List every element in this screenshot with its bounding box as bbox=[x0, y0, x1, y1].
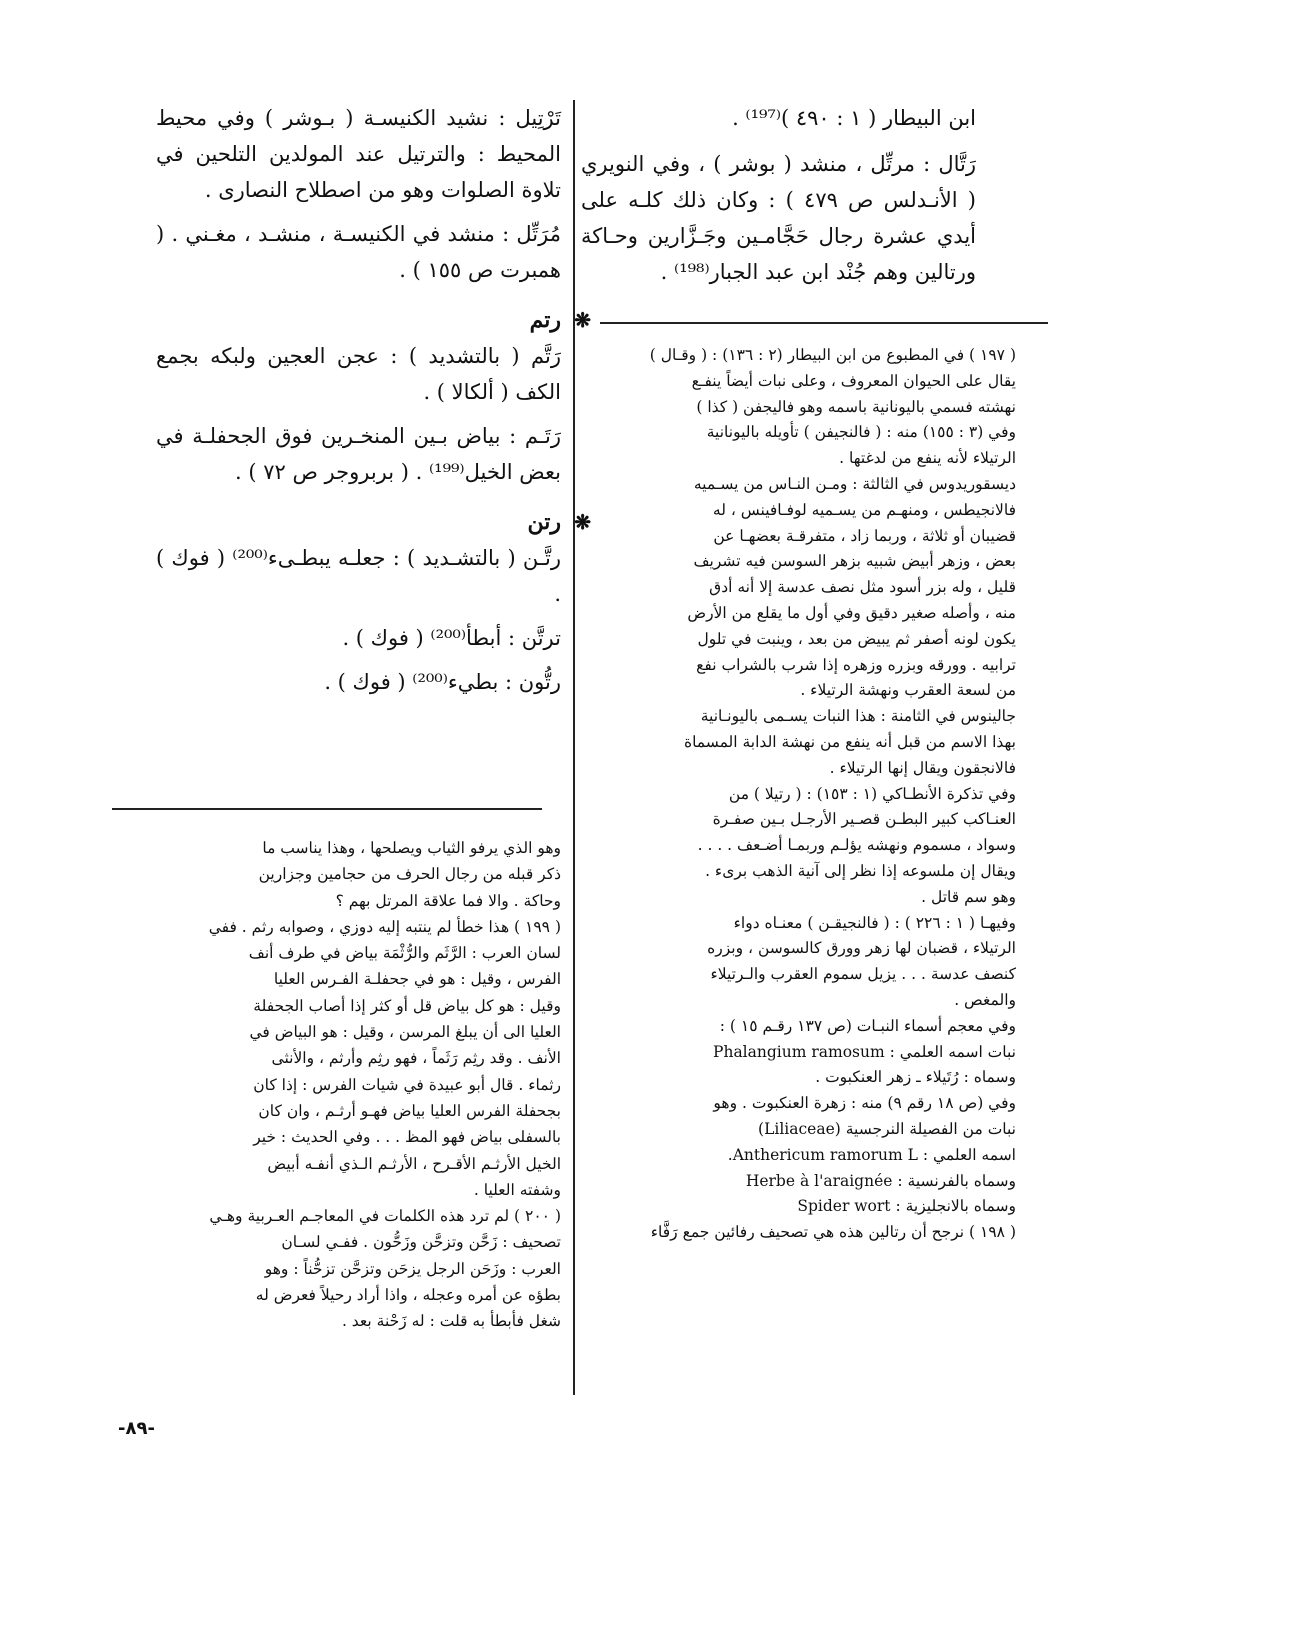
footnote-line: بالسفلى بياض فهو المظ . . . وفي الحديث : خير bbox=[253, 1128, 561, 1147]
footnote-line: ترابيه . وورقه وبزره وزهره إذا شرب بالشراب نفع bbox=[696, 655, 1016, 674]
paragraph: رَتَـم : بياض بـين المنخـرين فوق الجحفلـة في بعض الخيل⁽¹⁹⁹⁾ . ( بربروجر ص ٧٢ ) . bbox=[156, 424, 561, 484]
footnote-line: العليا الى أن يبلغ المرسن ، وقيل : هو البياض في bbox=[249, 1023, 561, 1042]
footnote-line: وهو الذي يرفو الثياب ويصلحها ، وهذا يناسب ما bbox=[262, 839, 561, 857]
paragraph: ترتَّن : أبطأ⁽²⁰⁰⁾ ( فوك ) . bbox=[342, 626, 561, 650]
footnote-line: وسواد ، مسموم ونهشه يؤلـم وربمـا أضـعف . . . . bbox=[697, 836, 1016, 855]
footnote-rule-left bbox=[112, 808, 542, 810]
footnote-line: وحاكة . والا فما علاقة المرتل بهم ؟ bbox=[335, 891, 561, 910]
paragraph: رَتَّال : مرتِّل ، منشد ( بوشر ) ، وفي النويري ( الأنـدلس ص ٤٧٩ ) : وكان ذلك كلـه على أيدي عشرة رجال حَجَّامـين وجَـزَّارين وحـاكة ورتالين وهم جُنْد ابن عبد الجبار⁽¹⁹⁸⁾ . bbox=[581, 152, 976, 284]
footnote-line: يقال على الحيوان المعروف ، وعلى نبات أيضاً ينفـع bbox=[691, 371, 1016, 390]
footnote-line: جالينوس في الثامنة : هذا النبات يسـمى باليونـانية bbox=[700, 707, 1016, 726]
footnote-line: الرتيلاء لأنه ينفع من لدغتها . bbox=[839, 449, 1016, 468]
footnote-line: تصحيف : زَحَّن وتزحَّن وزَحُّون . ففـي لسـان bbox=[281, 1233, 561, 1252]
footnote-line: اسمه العلمي : Anthericum ramorum L. bbox=[727, 1145, 1016, 1164]
paragraph: رتَّـن ( بالتشـديد ) : جعلـه يبطـىء⁽²⁰⁰⁾ ( فوك ) . bbox=[156, 546, 562, 606]
footnote-line: شغل فأبطأ به قلت : له زَحْنة بعد . bbox=[341, 1312, 561, 1331]
footnote-line: يكون لونه أصفر ثم يبيض من بعد ، وينبت في تلول bbox=[697, 629, 1016, 648]
paragraph: ابن البيطار ( ١ : ٤٩٠ )⁽¹⁹⁷⁾ . bbox=[732, 106, 976, 130]
footnote-line: الرتيلاء ، قضبان لها زهر وورق كالسوسن ، وبزره bbox=[707, 939, 1016, 958]
footnote-line: بعض ، وزهر أبيض شبيه بزهر السوسن فيه تشريف bbox=[693, 552, 1016, 571]
footnote-line: وفيهـا ( ١ : ٢٢٦ ) : ( فالنجيقـن ) معنـاه دواء bbox=[733, 913, 1016, 932]
footnote-line: الفرس ، وقيل : هو في جحفلـة الفـرس العليا bbox=[273, 970, 561, 989]
entry-heading-label: رتم bbox=[529, 307, 561, 333]
footnote-line: وسماه بالفرنسية : Herbe à l'araignée bbox=[745, 1171, 1016, 1190]
column-divider bbox=[573, 100, 575, 1395]
footnote-line: منه ، وأصله صغير دقيق وفي أول ما يقلع من الأرض bbox=[687, 603, 1016, 622]
footnote-line: ذكر قبله من رجال الحرف من حجامين وجزارين bbox=[258, 865, 561, 884]
footnote-line: وفي معجم أسماء النبـات (ص ١٣٧ رقـم ١٥ ) : bbox=[719, 1016, 1016, 1035]
footnote-line: وهو سم قاتل . bbox=[921, 887, 1016, 906]
footnote-line: ويقال إن ملسوعه إذا نظر إلى آنية الذهب برىء . bbox=[705, 861, 1016, 880]
footnote-line: ( ١٩٧ ) في المطبوع من ابن البيطار (٢ : ١٣٦) : ( وقـال ) bbox=[649, 346, 1016, 364]
footnote-line: بجحفلة الفرس العليا بياض فهـو أرثـم ، وان كان bbox=[258, 1101, 561, 1120]
right-column-body bbox=[581, 100, 976, 300]
footnote-line: العرب : وزَحَن الرجل يزحَن وتزحَّن تزحُّناً : وهو bbox=[264, 1259, 561, 1278]
footnote-line: الأنف . وقد رثِم رَثَماً ، فهو رثِم وأرثم ، والأنثى bbox=[271, 1049, 561, 1068]
footnote-line: فالانجقون ويقال إنها الرتيلاء . bbox=[829, 758, 1016, 777]
paragraph: رتُّون : بطيء⁽²⁰⁰⁾ ( فوك ) . bbox=[324, 670, 561, 694]
entry-heading-label: رتن bbox=[527, 509, 561, 535]
right-column-footnotes bbox=[581, 343, 1016, 1246]
footnote-line: وسماه : رُتَيلاء ـ زهر العنكبوت . bbox=[815, 1068, 1016, 1087]
footnote-line: من لسعة العقرب ونهشة الرتيلاء . bbox=[800, 681, 1016, 700]
footnote-line: نبات من الفصيلة النرجسية (Liliaceae) bbox=[758, 1119, 1016, 1138]
page-number: -٨٩- bbox=[118, 1418, 155, 1439]
footnote-line: نهشته فسمي باليونانية باسمه وهو فاليجفن ( كذا ) bbox=[696, 397, 1016, 416]
footnote-line: وفي تذكرة الأنطـاكي (١ : ١٥٣) : ( رتيلا ) من bbox=[728, 784, 1016, 803]
footnote-line: بطؤه عن أمره وعجله ، واذا أراد رحيلاً فعرض له bbox=[255, 1286, 561, 1305]
footnote-line: ديسقوريدوس في الثالثة : ومـن النـاس من يسـميه bbox=[693, 474, 1016, 493]
footnote-line: ( ٢٠٠ ) لم ترد هذه الكلمات في المعاجـم العـربية وهـي bbox=[209, 1207, 561, 1226]
footnote-line: قضيبان أو ثلاثة ، وربما زاد ، متفرقـة بعضهـا عن bbox=[713, 526, 1016, 545]
asterisk-ornament-icon: ❋ bbox=[574, 510, 591, 534]
entry-heading bbox=[156, 302, 591, 338]
paragraph: مُرَتِّل : منشد في الكنيسـة ، منشـد ، مغـني . ( همبرت ص ١٥٥ ) . bbox=[156, 222, 561, 282]
left-column-footnotes bbox=[131, 835, 561, 1335]
footnote-line: وفي (٣ : ١٥٥) منه : ( فالنجيفن ) تأويله باليونانية bbox=[706, 423, 1016, 442]
footnote-line: فالانجيطس ، ومنهـم من يسـميه لوفـافينس ، له bbox=[712, 500, 1016, 519]
entry-heading bbox=[156, 504, 591, 540]
footnote-line: العنـاكب كبير البطـن قصـير الأرجـل بـين صفـرة bbox=[712, 810, 1016, 829]
asterisk-ornament-icon: ❋ bbox=[574, 308, 591, 332]
footnote-line: ( ١٩٨ ) نرجح أن رتالين هذه هي تصحيف رفائين جمع رَفَّاء bbox=[650, 1223, 1016, 1242]
left-column-body bbox=[156, 100, 591, 708]
paragraph: تَرْتِيل : نشيد الكنيسـة ( بـوشر ) وفي محيط المحيط : والترتيل عند المولدين التلحين في تلاوة الصلوات وهو من اصطلاح النصارى . bbox=[156, 106, 561, 202]
footnote-line: وسماه بالانجليزية : Spider wort bbox=[797, 1197, 1016, 1216]
footnote-line: كنصف عدسة . . . يزيل سموم العقرب والـرتيلاء bbox=[710, 965, 1016, 984]
footnote-line: لسان العرب : الرَّثَم والرُّثْمَة بياض في طرف أنف bbox=[248, 944, 561, 963]
paragraph: رَتَّم ( بالتشديد ) : عجن العجين ولبكه بجمع الكف ( ألكالا ) . bbox=[156, 344, 561, 404]
footnote-rule-right bbox=[600, 322, 1048, 324]
footnote-line: قليل ، وله بزر أسود مثل نصف عدسة إلا أنه أدق bbox=[709, 578, 1016, 597]
footnote-line: والمغص . bbox=[954, 990, 1016, 1009]
footnote-line: نبات اسمه العلمي : Phalangium ramosum bbox=[713, 1042, 1016, 1061]
footnote-line: الخيل الأرثـم الأقـرح ، الأرثـم الـذي أنفـه أبيض bbox=[267, 1154, 561, 1173]
footnote-line: وفي (ص ١٨ رقم ٩) منه : زهرة العنكبوت . وهو bbox=[713, 1094, 1016, 1113]
footnote-line: ( ١٩٩ ) هذا خطأ لم ينتبه إليه دوزي ، وصوابه رثم . ففي bbox=[208, 917, 561, 936]
footnote-line: بهذا الاسم من قبل أنه ينفع من نهشة الدابة المسماة bbox=[683, 732, 1016, 751]
footnote-line: وقيل : هو كل بياض قل أو كثر إذا أصاب الجحفلة bbox=[253, 996, 561, 1015]
footnote-line: رثماء . قال أبو عبيدة في شيات الفرس : إذا كان bbox=[253, 1075, 561, 1094]
footnote-line: وشفته العليا . bbox=[473, 1180, 561, 1199]
